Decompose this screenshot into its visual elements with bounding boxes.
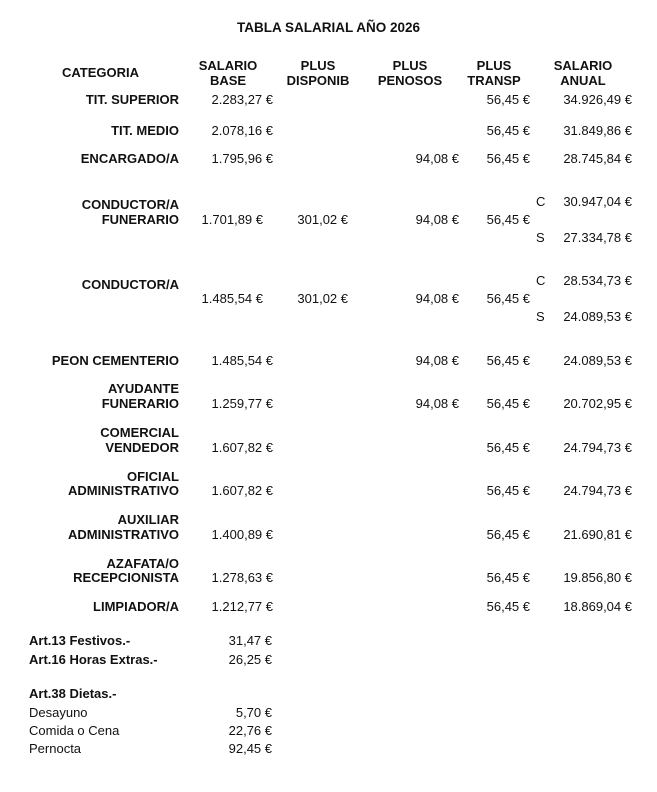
category-label: CONDUCTOR/A — [81, 277, 179, 292]
extra-label: Comida o Cena — [29, 723, 120, 738]
header-plus-disponib: PLUS — [300, 58, 336, 73]
extra-label: Art.16 Horas Extras.- — [29, 652, 158, 667]
category-label: LIMPIADOR/A — [93, 599, 179, 614]
anual-s-label: S — [536, 230, 545, 245]
plus-transp-value: 56,45 € — [486, 570, 530, 585]
plus-transp-value: 56,45 € — [486, 212, 530, 227]
category-label: COMERCIAL — [100, 425, 179, 440]
category-label: FUNERARIO — [101, 212, 179, 227]
plus-disponib-value: 301,02 € — [297, 291, 348, 306]
category-label: ENCARGADO/A — [80, 151, 179, 166]
header-plus-disponib: DISPONIB — [286, 73, 350, 88]
salario-base-value: 1.400,89 € — [211, 527, 273, 542]
salario-base-value: 2.283,27 € — [211, 92, 273, 107]
header-salario-anual: ANUAL — [560, 73, 606, 88]
extra-label: Art.13 Festivos.- — [29, 633, 131, 648]
salario-base-value: 1.212,77 € — [211, 599, 273, 614]
extra-label: Art.38 Dietas.- — [29, 686, 117, 701]
category-label: FUNERARIO — [101, 396, 179, 411]
plus-transp-value: 56,45 € — [486, 291, 530, 306]
category-label: OFICIAL — [127, 469, 179, 484]
anual-c-label: C — [536, 194, 546, 209]
plus-transp-value: 56,45 € — [486, 151, 530, 166]
salario-base-value: 1.278,63 € — [211, 570, 273, 585]
salario-anual-value: 19.856,80 € — [563, 570, 632, 585]
salario-anual-value: 31.849,86 € — [563, 123, 632, 138]
plus-penosos-value: 94,08 € — [415, 396, 459, 411]
salario-base-value: 1.607,82 € — [211, 483, 273, 498]
salario-anual-value: 21.690,81 € — [563, 527, 632, 542]
category-label: AUXILIAR — [117, 512, 179, 527]
salario-anual-c-value: 28.534,73 € — [563, 273, 632, 288]
salario-anual-value: 18.869,04 € — [563, 599, 632, 614]
plus-transp-value: 56,45 € — [486, 396, 530, 411]
category-label: PEON CEMENTERIO — [51, 353, 179, 368]
category-label: AZAFATA/O — [106, 556, 179, 571]
extra-value: 26,25 € — [228, 652, 272, 667]
category-label: VENDEDOR — [105, 440, 179, 455]
plus-transp-value: 56,45 € — [486, 353, 530, 368]
header-plus-transp: PLUS — [476, 58, 512, 73]
salario-anual-value: 34.926,49 € — [563, 92, 632, 107]
salario-anual-value: 24.794,73 € — [563, 440, 632, 455]
salario-anual-value: 28.745,84 € — [563, 151, 632, 166]
plus-transp-value: 56,45 € — [486, 92, 530, 107]
salario-base-value: 1.485,54 € — [211, 353, 273, 368]
plus-transp-value: 56,45 € — [486, 483, 530, 498]
anual-s-label: S — [536, 309, 545, 324]
salario-anual-s-value: 27.334,78 € — [563, 230, 632, 245]
plus-transp-value: 56,45 € — [486, 123, 530, 138]
salario-anual-value: 20.702,95 € — [563, 396, 632, 411]
salario-base-value: 2.078,16 € — [211, 123, 273, 138]
plus-transp-value: 56,45 € — [486, 440, 530, 455]
plus-disponib-value: 301,02 € — [297, 212, 348, 227]
page-title: TABLA SALARIAL AÑO 2026 — [236, 20, 421, 35]
category-label: TIT. SUPERIOR — [85, 92, 179, 107]
plus-penosos-value: 94,08 € — [415, 212, 459, 227]
salario-base-value: 1.607,82 € — [211, 440, 273, 455]
header-plus-penosos: PENOSOS — [377, 73, 443, 88]
extra-value: 92,45 € — [228, 741, 272, 756]
header-salario-anual: SALARIO — [553, 58, 613, 73]
anual-c-label: C — [536, 273, 546, 288]
category-label: RECEPCIONISTA — [73, 570, 179, 585]
header-plus-transp: TRANSP — [467, 73, 521, 88]
salario-base-value: 1.701,89 € — [201, 212, 263, 227]
category-label: ADMINISTRATIVO — [68, 527, 179, 542]
plus-penosos-value: 94,08 € — [415, 151, 459, 166]
header-plus-penosos: PLUS — [392, 58, 428, 73]
salario-base-value: 1.485,54 € — [201, 291, 263, 306]
extra-label: Pernocta — [29, 741, 82, 756]
extra-value: 5,70 € — [235, 705, 272, 720]
salario-base-value: 1.259,77 € — [211, 396, 273, 411]
plus-penosos-value: 94,08 € — [415, 291, 459, 306]
header-salario-base: BASE — [209, 73, 247, 88]
salario-anual-s-value: 24.089,53 € — [563, 309, 632, 324]
plus-penosos-value: 94,08 € — [415, 353, 459, 368]
salario-anual-value: 24.089,53 € — [563, 353, 632, 368]
plus-transp-value: 56,45 € — [486, 527, 530, 542]
salario-anual-value: 24.794,73 € — [563, 483, 632, 498]
header-salario-base: SALARIO — [198, 58, 258, 73]
extra-label: Desayuno — [29, 705, 88, 720]
salario-base-value: 1.795,96 € — [211, 151, 273, 166]
header-categoria: CATEGORIA — [62, 65, 140, 80]
category-label: CONDUCTOR/A — [81, 197, 179, 212]
category-label: TIT. MEDIO — [111, 123, 179, 138]
salario-anual-c-value: 30.947,04 € — [563, 194, 632, 209]
category-label: ADMINISTRATIVO — [68, 483, 179, 498]
extra-value: 22,76 € — [228, 723, 272, 738]
extra-value: 31,47 € — [228, 633, 272, 648]
plus-transp-value: 56,45 € — [486, 599, 530, 614]
category-label: AYUDANTE — [107, 381, 179, 396]
